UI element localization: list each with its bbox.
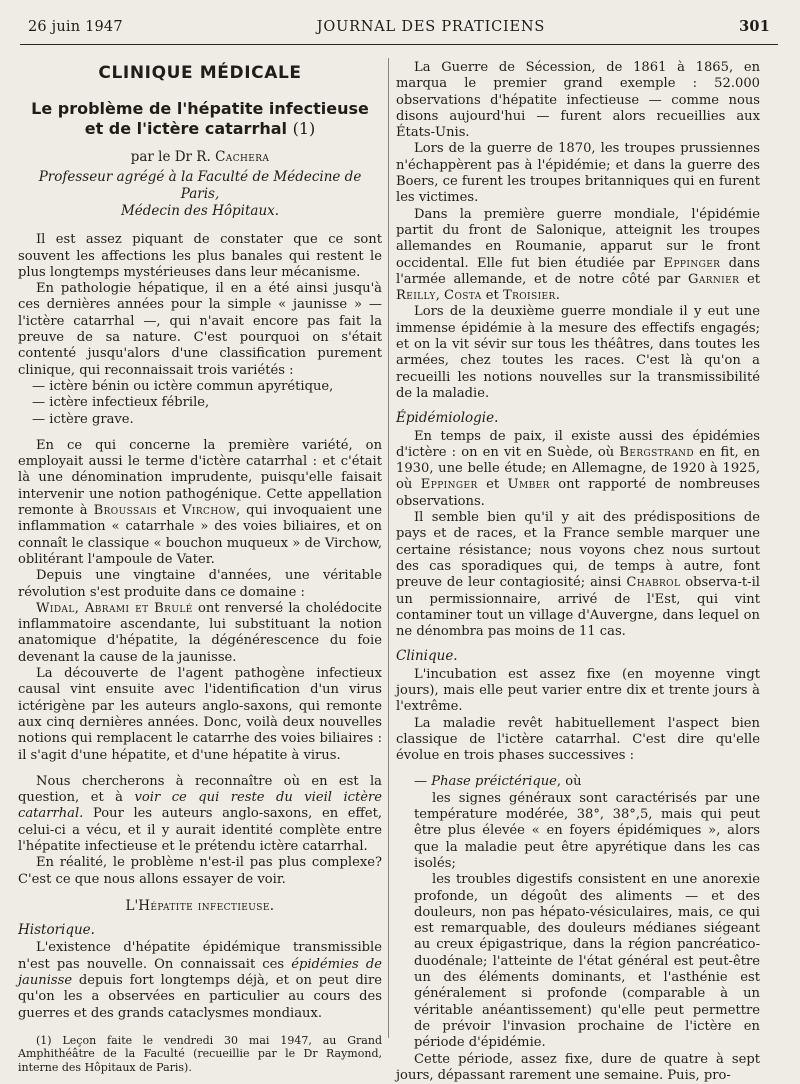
text-span: et xyxy=(746,271,760,287)
text-span: En ce qui concerne la première variété, on employait aussi le terme d'ictère catarrhal : et c'était là une dénomination imprudente, puisqu'elle faisait intervenir une notion pathogénique. Cette appellation remonte à xyxy=(18,437,382,519)
author-ref-virchow: Virchow xyxy=(182,503,236,519)
text-span: En temps de paix, il existe aussi des épidémies d'ictère : on en vit en Suède, où xyxy=(396,428,760,460)
paragraph-incubation: L'incubation est assez fixe (en moyenne vingt jours), mais elle peut varier entre dix et trente jours à l'extrême. xyxy=(396,666,760,715)
column-divider xyxy=(388,58,389,1038)
text-span: , qui invoquaient une inflammation « catarrhale » des voies biliaires, et on connaît le classique « bouchon muqueux » de Virchow, oblitérant l'ampoule de Vater. xyxy=(18,503,382,567)
text-span: Il semble bien qu'il y ait des prédispositions de pays et de races, et la France semble marquer une certaine résistance; nous voyons chez nous surtout des cas sporadiques qui, de temps à autre, font preuve de leur contagiosité; ainsi xyxy=(396,510,760,591)
paragraph-predisposition xyxy=(396,510,760,640)
subsection-heading xyxy=(18,898,382,914)
subhead-text: Hépatite infectieuse. xyxy=(138,897,275,914)
left-column xyxy=(18,60,382,1074)
list-item: — ictère bénin ou ictère commun apyrétique, xyxy=(32,378,334,394)
emphasis-text: voir ce qui reste du vieil ictère catarrhal. xyxy=(18,790,382,822)
paragraph-intro: Il est assez piquant de constater que ce sont souvent les affections les plus banales qui restent le plus longtemps mystérieuses dans leur mécanisme. xyxy=(18,232,382,280)
paragraph-1870: Lors de la guerre de 1870, les troupes prussiennes n'échappèrent pas à l'épidémie; et dans la guerre des Boers, ce furent les troupes britanniques qui en furent les victimes. xyxy=(396,141,760,206)
epidemiologie-label: Épidémiologie. xyxy=(396,410,499,427)
article-title-line2-text: et de l'ictère catarrhal xyxy=(84,119,288,138)
phase-title: Phase préictérique xyxy=(431,774,557,790)
text-span: Dans la première guerre mondiale, l'épidémie partit du front de Salonique, atteignit les troupes allemandes en Roumanie, apparut sur le front occidental. Elle fut bien étudiée par xyxy=(396,206,760,271)
phase-dash: — xyxy=(414,774,428,790)
author-ref-broussais: Broussais xyxy=(93,503,157,519)
text-span: Nous chercherons à reconnaître où en est la question, et à xyxy=(18,773,382,806)
author-ref-garnier: Garnier xyxy=(687,271,740,287)
author-prefix: par le Dr R. xyxy=(130,149,211,165)
paragraph-digestive: les troubles digestifs consistent en une anorexie profonde, un dégoût des aliments — et des douleurs, non pas hépato-vésiculaires, mais, ce qui est remarquable, des douleurs médianes siégeant au creux épigastrique, dans la région pancréatico-duodénale; l'atteinte de l'état général est peut-être un des éléments dominants, et l'asthénie est généralement si profonde (comparable à un véritable anéantissement) qu'elle peut permettre de prévoir l'invasion prochaine de l'ictère en période d'épidémie. xyxy=(414,872,760,1051)
text-span: L'existence d'hépatite épidémique transmissible n'est pas nouvelle. On connaissait ces xyxy=(18,940,382,972)
author-byline xyxy=(18,149,382,165)
author-ref-chabrol: Chabrol xyxy=(626,575,681,591)
text-span: ont rapporté de nombreuses observations. xyxy=(396,477,760,509)
phase-suffix: , où xyxy=(556,774,582,790)
author-ref-reilly: Reilly xyxy=(396,288,436,304)
paragraph-aim xyxy=(18,774,382,855)
author-ref-umber: Umber xyxy=(507,477,550,493)
text-span: Pour les auteurs anglo-saxons, en effet, celui-ci a vécu, et il y aurait identité complète entre l'hépatite infectieuse et le prétendu ictère catarrhal. xyxy=(18,806,382,854)
paragraph-secession: La Guerre de Sécession, de 1861 à 1865, en marqua le premier grand exemple : 52.000 observations d'hépatite infectieuse — comme nous disons aujourd'hui — furent alors recueillies aux États-Unis. xyxy=(396,60,760,141)
list-item: — ictère infectieux fébrile, xyxy=(32,395,210,411)
footnote-marker: (1) xyxy=(292,119,316,138)
list-item: — ictère grave. xyxy=(32,411,134,427)
subhead-prefix: L' xyxy=(125,897,139,914)
author-affiliation xyxy=(18,169,382,220)
paragraph-peacetime xyxy=(396,429,760,510)
author-ref-costa: Costa xyxy=(444,288,482,304)
header-journal-title: JOURNAL DES PRATICIENS xyxy=(316,19,546,35)
paragraph-general-signs: les signes généraux sont caractérisés par une température modérée, 38°, 38°,5, mais qui peut être plus élevée « en foyers épidémiques », alors que la maladie peut être apyrétique dans les cas isolés; xyxy=(414,790,760,871)
text-span: et xyxy=(486,477,500,493)
text-span: et xyxy=(485,288,499,304)
section-title: CLINIQUE MÉDICALE xyxy=(98,63,302,83)
author-name: Cachera xyxy=(215,149,270,165)
historique-label: Historique. xyxy=(18,922,95,939)
author-ref-eppinger: Eppinger xyxy=(663,255,721,271)
article-title xyxy=(18,99,382,139)
paragraph-question: En réalité, le problème n'est-il pas plus complexe? C'est ce que nous allons essayer de voir. xyxy=(18,855,382,887)
page-number: 301 xyxy=(739,18,770,35)
header-rule xyxy=(20,44,778,45)
paragraph-virus: La découverte de l'agent pathogène infectieux causal vint ensuite avec l'identification d'un virus ictérigène par les auteurs anglo-saxons, qui remonte aux cinq dernières années. Donc, voilà deux nouvelles notions qui remplacent le catarrhe des voies biliaires : il s'agit d'une hépatite, et d'une hépatite à virus. xyxy=(18,666,382,763)
right-column xyxy=(396,60,760,1084)
affiliation-line1: Professeur agrégé à la Faculté de Médecine de Paris, xyxy=(38,169,362,203)
paragraph-widal xyxy=(18,601,382,666)
affiliation-line2: Médecin des Hôpitaux. xyxy=(120,203,280,220)
running-header xyxy=(28,18,770,42)
article-title-line2 xyxy=(18,119,382,139)
paragraph-duration: Cette période, assez fixe, dure de quatre à sept jours, dépassant rarement une semaine. Puis, pro- xyxy=(396,1051,760,1083)
author-ref-eppinger: Eppinger xyxy=(420,477,478,493)
author-ref-troisier: Troisier xyxy=(502,288,556,304)
author-ref-bergstrand: Bergstrand xyxy=(619,444,695,460)
emphasis-text: épidémies de jaunisse xyxy=(18,956,382,989)
text-span: dans l'armée allemande, et de notre côté par xyxy=(396,255,760,287)
text-span: et xyxy=(163,503,177,519)
paragraph-ww1: Dans la première guerre mondiale, l'épidémie partit du front de Salonique, atteignit les troupes allemandes en Roumanie, apparut sur le front occidental. Elle fut bien étudiée par Eppinger dans l'armée allemande, et de notre côté par Garnier et Reilly, Costa et Troisier. xyxy=(396,206,760,304)
text-span: depuis fort longtemps déjà, et on peut dire qu'on les a observées en particulier au cours des guerres et des grands cataclysmes mondiaux. xyxy=(18,973,382,1021)
paragraph-phases: La maladie revêt habituellement l'aspect bien classique de l'ictère catarrhal. C'est dire qu'elle évolue en trois phases successives : xyxy=(396,715,760,764)
paragraph-history xyxy=(18,940,382,1021)
text-span: observa-t-il un permissionnaire, arrivé de l'Est, qui vint contaminer tout un village d'Auvergne, dans lequel on ne dénombra pas moins de 11 cas. xyxy=(396,575,760,640)
text-span: ont renversé la cholédocite inflammatoire ascendante, lui substituant la notion anatomique d'hépatite, la dégénérescence du foie devenant la cause de la jaunisse. xyxy=(18,600,382,665)
article-title-line1: Le problème de l'hépatite infectieuse xyxy=(31,99,369,118)
phase-heading xyxy=(396,774,760,790)
header-date: 26 juin 1947 xyxy=(28,19,123,35)
text-span: en fit, en 1930, une belle étude; en Allemagne, de 1920 à 1925, où xyxy=(396,444,760,493)
paragraph-ww2: Lors de la deuxième guerre mondiale il y eut une immense épidémie à la mesure des effectifs engagés; et on la vit sévir sur tous les théâtres, dans toutes les armées, chez toutes les races. C'est là qu'on a recueilli les notions nouvelles sur la transmissibilité de la maladie. xyxy=(396,304,760,401)
footnote: (1) Leçon faite le vendredi 30 mai 1947, au Grand Amphithéâtre de la Faculté (recueillie par le Dr Raymond, interne des Hôpitaux de Paris). xyxy=(18,1033,382,1074)
paragraph-revolution: Depuis une vingtaine d'années, une véritable révolution s'est produite dans ce domaine : xyxy=(18,568,382,600)
clinique-label: Clinique. xyxy=(396,648,458,665)
paragraph-catarrhal-term xyxy=(18,438,382,568)
author-ref-widal-abrami-brule: Widal, Abrami et Brulé xyxy=(36,600,193,616)
paragraph-classification: En pathologie hépatique, il en a été ainsi jusqu'à ces dernières années pour la simple « jaunisse » — l'ictère catarrhal —, qui n'avait encore pas fait la preuve de sa nature. C'est pourquoi on s'était contenté jusqu'alors d'une classification purement clinique, qui reconnaissait trois variétés : xyxy=(18,281,382,378)
